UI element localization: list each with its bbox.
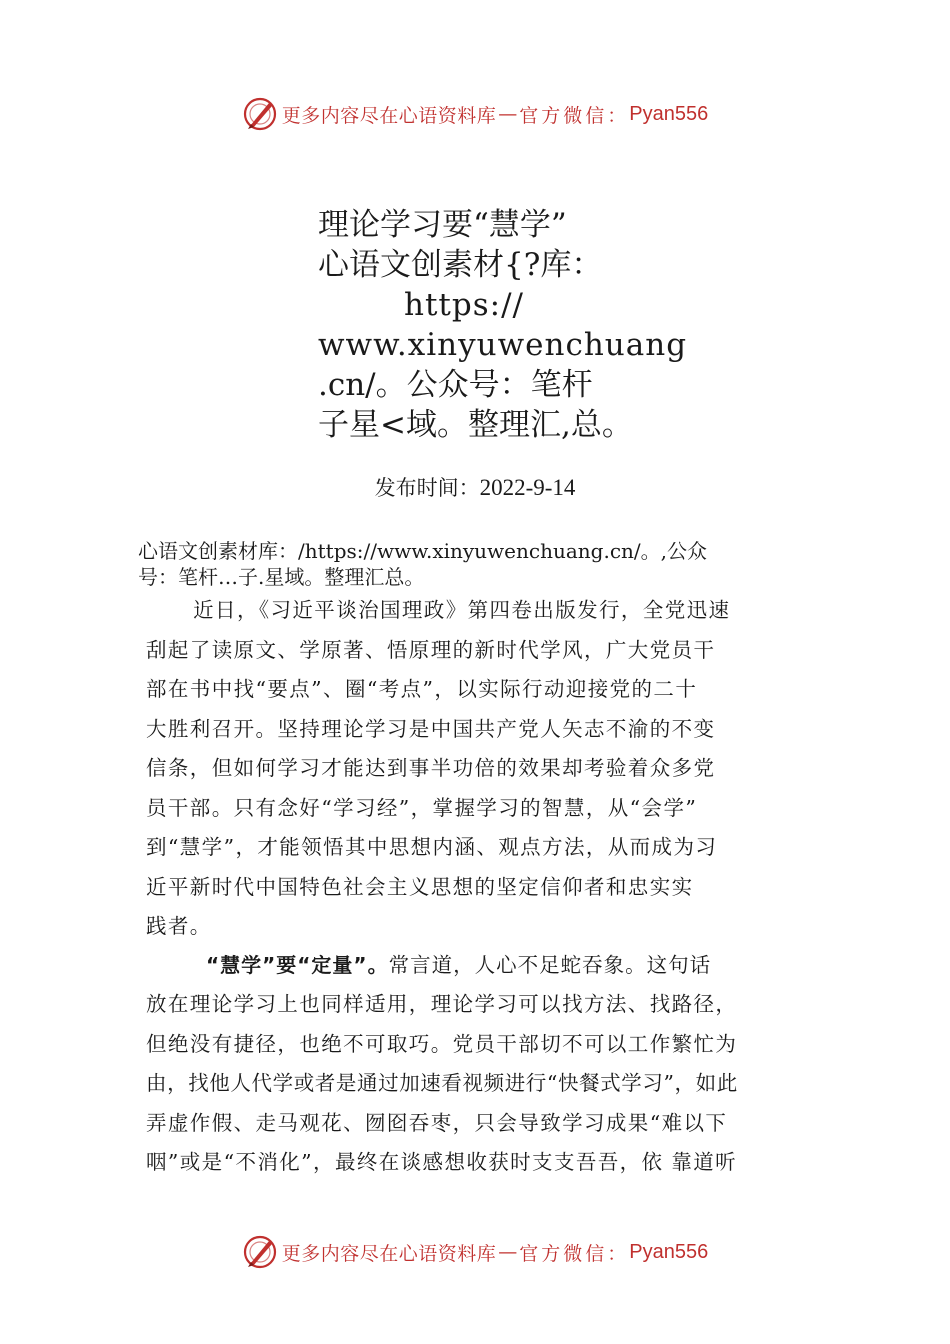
- paragraph-line: 践者。: [146, 914, 212, 938]
- paragraph-line: 信条，但如何学习才能达到事半功倍的效果却考验着众多党: [146, 756, 716, 780]
- writing-brush-logo-icon: [242, 1234, 278, 1270]
- title-line: 子星<域。整理汇,总。: [318, 407, 633, 443]
- header-watermark-banner: [0, 94, 950, 134]
- footer-watermark-banner: [0, 1232, 950, 1272]
- paragraph-lead-text: 常言道，人心不足蛇吞象。这句话: [388, 953, 712, 977]
- publish-date: [0, 472, 950, 502]
- banner-dash: —: [498, 103, 518, 125]
- source-note-line: 心语文创素材库：/https://www.xinyuwenchuang.cn/。,公众: [138, 539, 707, 563]
- paragraph-line: 弄虚作假、走马观花、囫囵吞枣，只会导致学习成果“难以下: [146, 1110, 728, 1135]
- title-line: 理论学习要“慧学”: [318, 207, 567, 243]
- banner-wechat-id: Pyan556: [629, 1240, 709, 1263]
- title-line: www.xinyuwenchuang: [318, 327, 688, 363]
- paragraph-line: 近平新时代中国特色社会主义思想的坚定信仰者和忠实实: [146, 874, 694, 899]
- paragraph-line: 但绝没有捷径，也绝不可取巧。党员干部切不可以工作繁忙为: [146, 1031, 738, 1056]
- banner-text: 更多内容尽在心语资料库: [281, 104, 497, 127]
- paragraph-line: 大胜利召开。坚持理论学习是中国共产党人矢志不渝的不变: [146, 716, 716, 741]
- banner-dash: —: [498, 1241, 518, 1263]
- publish-date-value: 2022-9-14: [479, 475, 576, 500]
- paragraph-line: 由，找他人代学或者是通过加速看视频进行“快餐式学习”，如此: [146, 1071, 738, 1095]
- banner-wechat-label: 官方微信：: [519, 104, 630, 127]
- paragraph-line: 到“慧学”，才能领悟其中思想内涵、观点方法，从而成为习: [146, 835, 718, 859]
- paragraph-line: 放在理论学习上也同样适用，理论学习可以找方法、找路径，: [146, 992, 738, 1016]
- banner-wechat-label: 官方微信：: [519, 1242, 630, 1265]
- paragraph-line: 咽”或是“不消化”，最终在谈感想收获时支支吾吾，依 靠道听: [146, 1150, 738, 1174]
- banner-text: 更多内容尽在心语资料库: [281, 1242, 497, 1265]
- document-title: [318, 205, 688, 445]
- paragraph-line: 员干部。只有念好“学习经”，掌握学习的智慧，从“会学”: [146, 795, 698, 820]
- body-paragraph-1: [146, 591, 836, 947]
- title-line: https://: [404, 287, 524, 323]
- banner-wechat-id: Pyan556: [629, 102, 709, 125]
- writing-brush-logo-icon: [242, 96, 278, 132]
- body-paragraph-2: [146, 985, 836, 1183]
- publish-date-label: 发布时间：: [374, 476, 480, 500]
- title-line: .cn/。公众号：笔杆: [318, 367, 593, 403]
- source-note: [138, 538, 838, 590]
- body-paragraph-2-lead: [206, 946, 711, 986]
- section-heading: “慧学”要“定量”。: [206, 953, 389, 977]
- title-line: 心语文创素材{?库：: [318, 247, 603, 283]
- paragraph-line: 近日，《习近平谈治国理政》第四卷出版发行，全党迅速: [193, 598, 731, 622]
- paragraph-line: 部在书中找“要点”、圈“考点”，以实际行动迎接党的二十: [146, 677, 698, 701]
- source-note-line: 号：笔杆…子.星域。整理汇总。: [138, 565, 425, 589]
- paragraph-line: 刮起了读原文、学原著、悟原理的新时代学风，广大党员干: [146, 637, 716, 662]
